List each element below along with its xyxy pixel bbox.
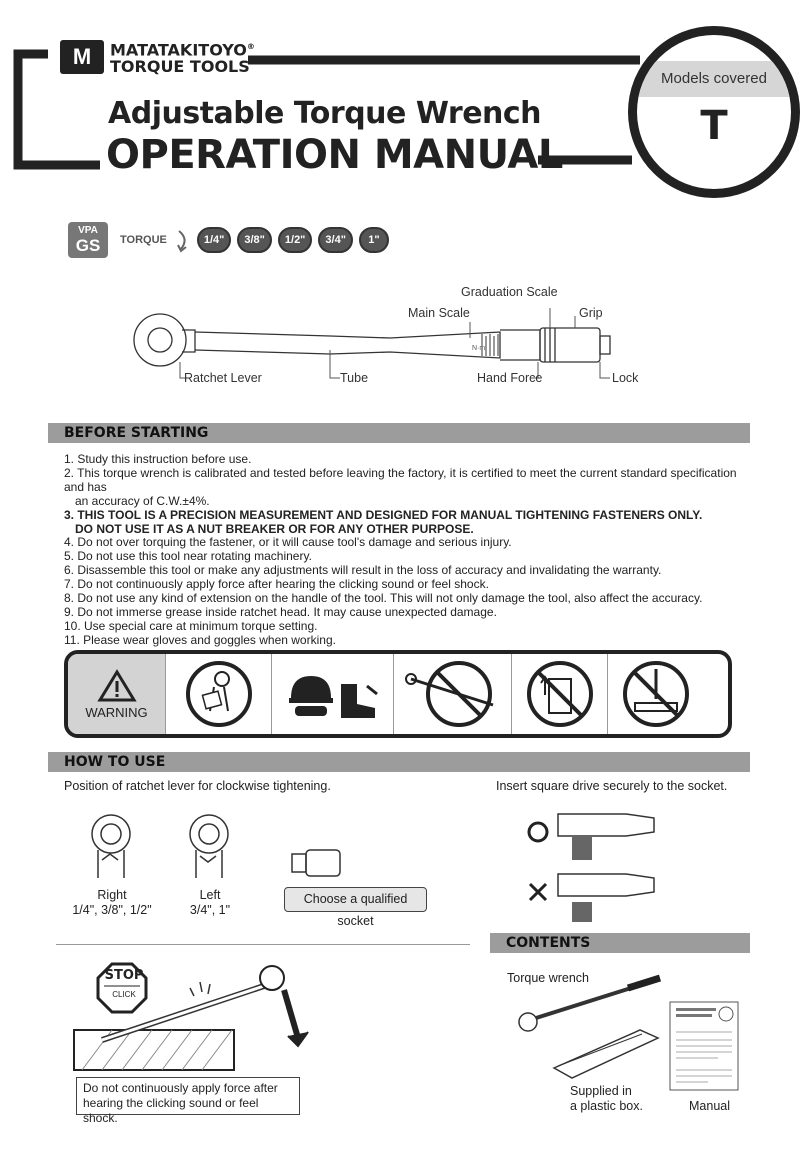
warning-note-box: Do not continuously apply force after hearing the clicking sound or feel shock. — [76, 1077, 300, 1115]
no-extension-cell — [394, 654, 512, 734]
ratchet-note: Position of ratchet lever for clockwise tightening. — [64, 779, 331, 793]
contents-wrench-label: Torque wrench — [507, 971, 589, 985]
manual-illustration — [668, 1000, 742, 1092]
choose-socket-button: Choose a qualified socket — [284, 887, 427, 912]
size-badge: 1" — [359, 227, 389, 253]
right-label: Right — [97, 888, 127, 902]
size-badge: 3/4" — [318, 227, 353, 253]
no-extension-icon — [403, 659, 503, 729]
list-item: 9. Do not immerse grease inside ratchet head. It may cause unexpected damage. — [64, 604, 497, 619]
list-item: DO NOT USE IT AS A NUT BREAKER OR FOR ANY OTHER PURPOSE. — [75, 521, 474, 536]
size-badge: 1/2" — [278, 227, 313, 253]
list-item: 6. Disassemble this tool or make any adjustments will result in the loss of accuracy and invalidating the warranty. — [64, 563, 662, 578]
hand-force-label: Hand Force — [477, 371, 543, 385]
safety-gear-cell — [272, 654, 394, 734]
socket-icon — [288, 846, 344, 880]
title-line1: Adjustable Torque Wrench — [108, 96, 542, 131]
ratchet-lever-label: Ratchet Lever — [184, 371, 262, 385]
how-to-use-heading: HOW TO USE — [48, 752, 750, 772]
stop-label: STOP — [104, 968, 144, 983]
list-item: 7. Do not continuously apply force after hearing the clicking sound or feel shock. — [64, 577, 489, 592]
read-manual-icon — [184, 659, 254, 729]
list-item: 10. Use special care at minimum torque setting. — [64, 618, 318, 633]
torque-label: TORQUE — [120, 234, 167, 246]
right-sizes: 1/4", 3/8", 1/2" — [72, 903, 152, 917]
box-label-line1: Supplied in — [570, 1084, 632, 1098]
no-breaker-icon — [525, 659, 595, 729]
insert-incorrect-illustration — [556, 868, 656, 924]
list-item: 11. Please wear gloves and goggles when working. — [64, 632, 336, 647]
lock-label: Lock — [612, 371, 639, 385]
warning-label: WARNING — [85, 704, 148, 720]
list-item: 1. Study this instruction before use. — [64, 452, 252, 466]
plastic-box-illustration — [548, 1022, 664, 1082]
tube-label: Tube — [340, 371, 369, 385]
badges-row — [68, 222, 389, 258]
helmet-boot-icon — [283, 664, 383, 724]
list-item: 3. THIS TOOL IS A PRECISION MEASUREMENT AND DESIGNED FOR MANUAL TIGHTENING FASTENERS ONLY. — [64, 507, 703, 522]
divider — [56, 944, 470, 945]
list-item: 4. Do not over torquing the fastener, or it will cause tool's damage and serious injury. — [64, 535, 512, 550]
insert-correct-illustration — [556, 808, 656, 864]
grip-label: Grip — [579, 306, 603, 320]
ratchet-left-icon — [186, 812, 232, 882]
title-line2: OPERATION MANUAL — [106, 132, 563, 178]
before-starting-list — [64, 453, 754, 648]
no-disassemble-icon — [621, 659, 691, 729]
warning-bar — [64, 650, 732, 738]
before-starting-heading: BEFORE STARTING — [48, 423, 750, 443]
ratchet-right-icon — [88, 812, 134, 882]
brand-name-line1: MATATAKITOYO® — [110, 40, 255, 60]
graduation-scale-label: Graduation Scale — [461, 285, 558, 299]
incorrect-mark-icon — [526, 880, 550, 904]
models-label: Models covered — [637, 61, 791, 97]
size-badge: 3/8" — [237, 227, 272, 253]
list-item: 5. Do not use this tool near rotating machinery. — [64, 549, 312, 564]
contents-heading: CONTENTS — [490, 933, 750, 953]
left-label: Left — [199, 888, 221, 902]
vpa-label: VPA — [78, 225, 98, 236]
models-circle — [628, 26, 800, 198]
gs-badge — [68, 222, 108, 258]
manual-label: Manual — [689, 1099, 730, 1113]
no-breaker-cell — [512, 654, 608, 734]
size-badge: 1/4" — [197, 227, 232, 253]
correct-mark-icon — [526, 820, 550, 844]
click-label: CLICK — [112, 990, 136, 999]
list-item: 2. This torque wrench is calibrated and tested before leaving the factory, it is certified to meet the current standard specification and has — [64, 465, 737, 494]
list-item: an accuracy of C.W.±4%. — [75, 493, 210, 508]
brand-logo: M — [60, 40, 104, 74]
nm-label: N·m — [472, 345, 486, 352]
list-item: 8. Do not use any kind of extension on the handle of the tool. This will not only damage the tool, also affect the accuracy. — [64, 591, 703, 606]
main-scale-label: Main Scale — [408, 306, 470, 320]
rotate-arrow-icon — [177, 227, 191, 253]
warning-cell — [68, 654, 166, 734]
no-disassemble-cell — [608, 654, 704, 734]
box-label-line2: a plastic box. — [570, 1099, 643, 1113]
gs-label: GS — [75, 236, 101, 255]
warning-triangle-icon — [97, 669, 137, 703]
left-sizes: 3/4", 1" — [189, 903, 231, 917]
read-manual-cell — [166, 654, 272, 734]
models-value: T — [700, 103, 728, 149]
brand-name-line2: TORQUE TOOLS — [110, 57, 250, 77]
insert-note: Insert square drive securely to the socket. — [496, 779, 728, 793]
brand — [60, 38, 255, 75]
